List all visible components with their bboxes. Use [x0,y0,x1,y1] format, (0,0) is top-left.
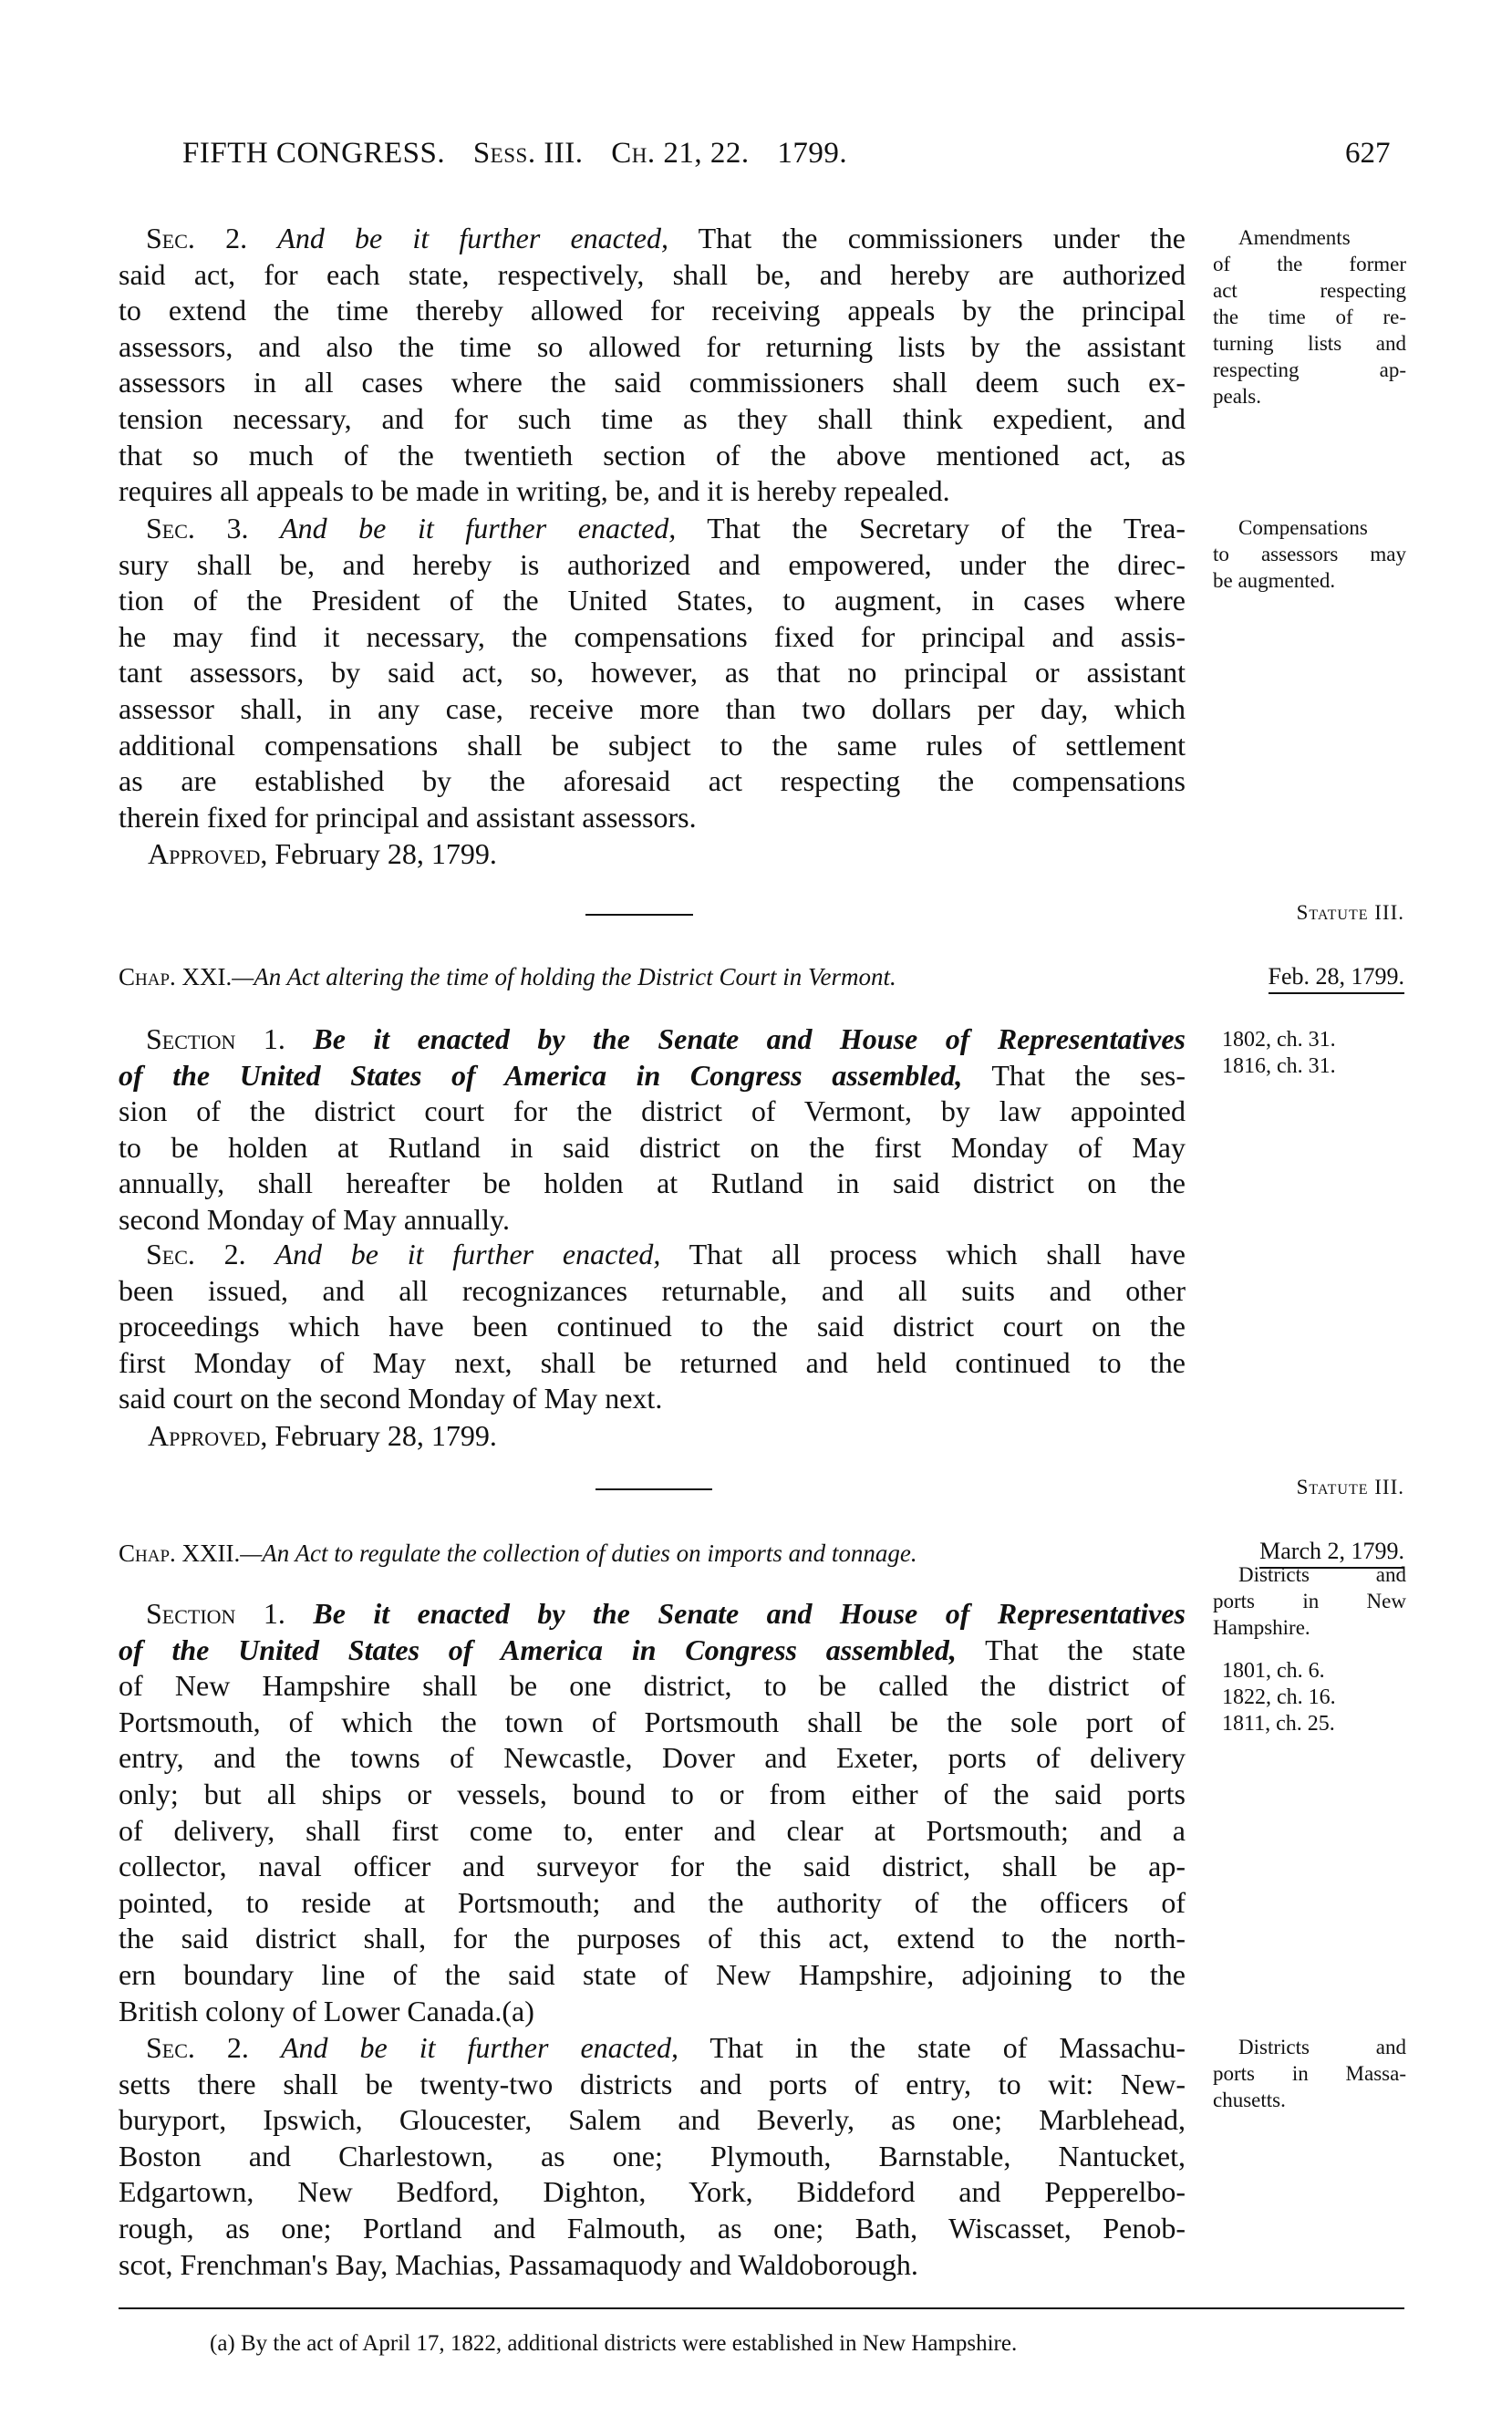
section-label: Sec. 2. [146,2031,281,2064]
chapter-21-date: Feb. 28, 1799. [1269,963,1405,994]
text: as are established by the aforesaid act respecting the compensations [119,764,1186,798]
margin-note-line: chusetts. [1213,2089,1286,2111]
text-line [119,2174,1186,2211]
text: to extend the time thereby allowed for receiving appeals by the principal [119,294,1186,327]
text: tension necessary, and for such time as they shall think expedient, and [119,401,1186,435]
margin-note-line: Amendments [1238,226,1351,249]
chapter-title: —An Act altering the time of holding the District Court in Vermont. [232,963,896,990]
statute-label: Statute III. [1296,1476,1404,1498]
text-line [119,1777,1186,1813]
text: said act, for each state, respectively, shall be, and hereby are authorized [119,257,1186,291]
chapter-label: Chap. XXII. [119,1540,241,1567]
text: proceedings which have been continued to the said district court on the [119,1310,1186,1343]
text: British colony of Lower Canada.(a) [119,1994,534,2027]
text-line [119,1957,1186,1994]
text-line [119,2067,1186,2103]
text-line [119,473,1186,510]
text-line [119,1021,1186,1058]
text-line [119,1381,1186,1417]
citation: 1822, ch. 16. [1222,1685,1336,1709]
margin-note-line: act respecting [1213,279,1406,302]
margin-note-line: to assessors may [1213,543,1406,565]
text-line [119,1094,1186,1130]
text: sury shall be, and hereby is authorized and empowered, under the direc- [119,547,1186,581]
text: he may find it necessary, the compensations fixed for principal and assis- [119,619,1186,653]
text: sion of the district court for the district of Vermont, by law appointed [119,1094,1186,1128]
margin-note-amendments [1213,224,1406,410]
citation: 1801, ch. 6. [1222,1659,1325,1683]
chapter-label: Chap. XXI. [119,963,233,990]
ch22-section-1 [119,1596,1186,2029]
text: of delivery, shall first come to, enter and clear at Portsmouth; and a [119,1813,1186,1847]
text: only; but all ships or vessels, bound to or from either of the said ports [119,1777,1186,1810]
text-line [119,1668,1186,1705]
text: to be holden at Rutland in said district on the first Monday of May [119,1130,1186,1164]
approved-date: February 28, 1799. [267,837,497,870]
chapter-21-heading [119,963,1186,991]
citation: 1816, ch. 31. [1222,1054,1336,1078]
section-label: Section 1. [146,1022,314,1055]
margin-note-line: Districts and [1238,1563,1406,1586]
margin-note-massachusetts [1213,2034,1406,2113]
citation: 1811, ch. 25. [1222,1712,1335,1736]
text-line [119,438,1186,474]
text-line [119,763,1186,800]
enacting-clause: And be it further enacted, [280,2031,678,2064]
text: collector, naval officer and surveyor for the said district, shall be ap- [119,1850,1186,1883]
approved-line-1 [148,837,497,871]
text: buryport, Ipswich, Gloucester, Salem and Beverly, as one; Marblehead, [119,2103,1186,2137]
text-line [119,1237,1186,1273]
text: second Monday of May annually. [119,1202,510,1236]
citations-ch21 [1222,1027,1336,1080]
header-chapters: Ch. 21, 22. [611,137,750,170]
running-header [182,137,867,171]
text: additional compensations shall be subject to the same rules of settlement [119,728,1186,762]
text-line [119,221,1186,257]
approved-date: February 28, 1799. [267,1419,497,1452]
text-line [119,293,1186,329]
text-line [119,1633,1186,1669]
section-label: Sec. 2. [146,1238,275,1270]
text: first Monday of May next, shall be returned and held continued to the [119,1345,1186,1379]
margin-note-line: of the former [1213,253,1406,275]
text-line [119,1202,1186,1239]
enacting-clause: And be it further enacted, [274,1238,661,1270]
text: That in the state of Massachu- [678,2031,1186,2064]
approved-label: Approved, [148,1419,268,1452]
text-line [119,583,1186,619]
text-line [119,1813,1186,1850]
text-line [119,1596,1186,1633]
margin-note-line: turning lists and [1213,332,1406,355]
text-line [119,691,1186,728]
text-line [119,2247,1186,2284]
chapter-22-date: March 2, 1799. [1259,1538,1404,1569]
enacting-clause: And be it further enacted, [277,222,668,254]
footnote-rule [119,2307,1404,2309]
text: said court on the second Monday of May next. [119,1382,663,1415]
ch20-section-3 [119,511,1186,835]
text-line [119,2102,1186,2139]
text-line [119,1309,1186,1345]
header-title: FIFTH CONGRESS. [182,137,446,170]
chapter-title: —An Act to regulate the collection of duties on imports and tonnage. [240,1540,917,1567]
text-line [119,1705,1186,1741]
ch21-section-1 [119,1021,1186,1239]
text: That the state [956,1633,1186,1666]
text-line [119,1130,1186,1166]
text: ern boundary line of the said state of New Hampshire, adjoining to the [119,1957,1186,1991]
text-line [119,329,1186,366]
margin-note-compensations [1213,514,1406,594]
text: Edgartown, New Bedford, Dighton, York, Biddeford and Pepperelbo- [119,2175,1186,2209]
text: the said district shall, for the purposes of this act, extend to the north- [119,1922,1186,1955]
text-line [119,800,1186,836]
text: entry, and the towns of Newcastle, Dover and Exeter, ports of delivery [119,1741,1186,1775]
citation: 1802, ch. 31. [1222,1028,1336,1052]
chapter-22-heading [119,1540,1186,1568]
text-line [119,1994,1186,2030]
enacting-clause: Be it enacted by the Senate and House of Representatives [313,1022,1186,1055]
text: requires all appeals to be made in writing, be, and it is hereby repealed. [119,474,950,508]
ch21-section-2 [119,1237,1186,1417]
text: setts there shall be twenty-two districts and ports of entry, to wit: New- [119,2067,1186,2100]
text: pointed, to reside at Portsmouth; and the authority of the officers of [119,1885,1186,1919]
text-line [119,1058,1186,1094]
text-line [119,619,1186,656]
citations-ch22 [1222,1658,1336,1737]
text: assessors in all cases where the said commissioners shall deem such ex- [119,366,1186,399]
text-line [119,1921,1186,1957]
text: assessor shall, in any case, receive more than two dollars per day, which [119,691,1186,725]
section-label: Section 1. [146,1597,314,1630]
header-session: Sess. III. [472,137,584,170]
text-line [119,547,1186,584]
enacting-clause: Be it enacted by the Senate and House of Representatives [313,1597,1186,1630]
text-line [119,728,1186,764]
section-label: Sec. 2. [146,222,278,254]
text: of New Hampshire shall be one district, to be called the district of [119,1669,1186,1703]
margin-note-line: the time of re- [1213,306,1406,328]
margin-note-line: Compensations [1238,516,1368,539]
text: rough, as one; Portland and Falmouth, as one; Bath, Wiscasset, Penob- [119,2211,1186,2245]
text: annually, shall hereafter be holden at Rutland in said district on the [119,1166,1186,1200]
text-line [119,2030,1186,2067]
text-line [119,511,1186,547]
text: That the ses- [962,1058,1186,1092]
text-line [119,2211,1186,2247]
margin-note-line: Districts and [1238,2036,1406,2058]
header-year: 1799. [777,137,848,170]
enacting-clause: of the United States of America in Congress assembled, [119,1058,963,1092]
ch22-section-2 [119,2030,1186,2283]
divider-rule [595,1488,712,1490]
text: That all process which shall have [660,1238,1186,1270]
text: been issued, and all recognizances returnable, and all suits and other [119,1273,1186,1307]
text-line [119,257,1186,294]
margin-note-line: ports in New [1213,1590,1406,1612]
divider-rule [585,914,693,916]
text-line [119,1273,1186,1310]
text: tion of the President of the United States, to augment, in cases where [119,584,1186,617]
margin-note-line: ports in Massa- [1213,2062,1406,2085]
text-line [119,1740,1186,1777]
text: That the Secretary of the Trea- [676,512,1186,544]
text: Boston and Charlestown, as one; Plymouth, Barnstable, Nantucket, [119,2139,1186,2172]
text: that so much of the twentieth section of the above mentioned act, as [119,438,1186,472]
text: That the commissioners under the [668,222,1186,254]
margin-note-line: be augmented. [1213,569,1336,592]
text: scot, Frenchman's Bay, Machias, Passamaquody and Waldoborough. [119,2247,918,2281]
margin-note-line: peals. [1213,385,1262,408]
text-line [119,1345,1186,1382]
text: Portsmouth, of which the town of Portsmouth shall be the sole port of [119,1705,1186,1738]
text-line [119,1166,1186,1202]
text-line [119,2139,1186,2175]
text: therein fixed for principal and assistant assessors. [119,800,697,834]
ch20-section-2 [119,221,1186,510]
text-line [119,365,1186,401]
margin-note-line: respecting ap- [1213,358,1406,381]
page-number: 627 [1345,137,1391,170]
margin-note-line: Hampshire. [1213,1616,1310,1639]
text-line [119,1885,1186,1922]
enacting-clause: of the United States of America in Congress assembled, [119,1633,957,1666]
text-line [119,1849,1186,1885]
margin-note-new-hampshire [1213,1561,1406,1641]
section-label: Sec. 3. [146,512,281,544]
approved-label: Approved, [148,837,268,870]
text-line [119,401,1186,438]
approved-line-2 [148,1419,497,1453]
text: tant assessors, by said act, so, however, as that no principal or assistant [119,656,1186,689]
text: assessors, and also the time so allowed for returning lists by the assistant [119,329,1186,363]
footnote: (a) By the act of April 17, 1822, additional districts were established in New Hampshire. [210,2331,1018,2356]
enacting-clause: And be it further enacted, [280,512,677,544]
text-line [119,655,1186,691]
statute-label: Statute III. [1296,901,1404,924]
